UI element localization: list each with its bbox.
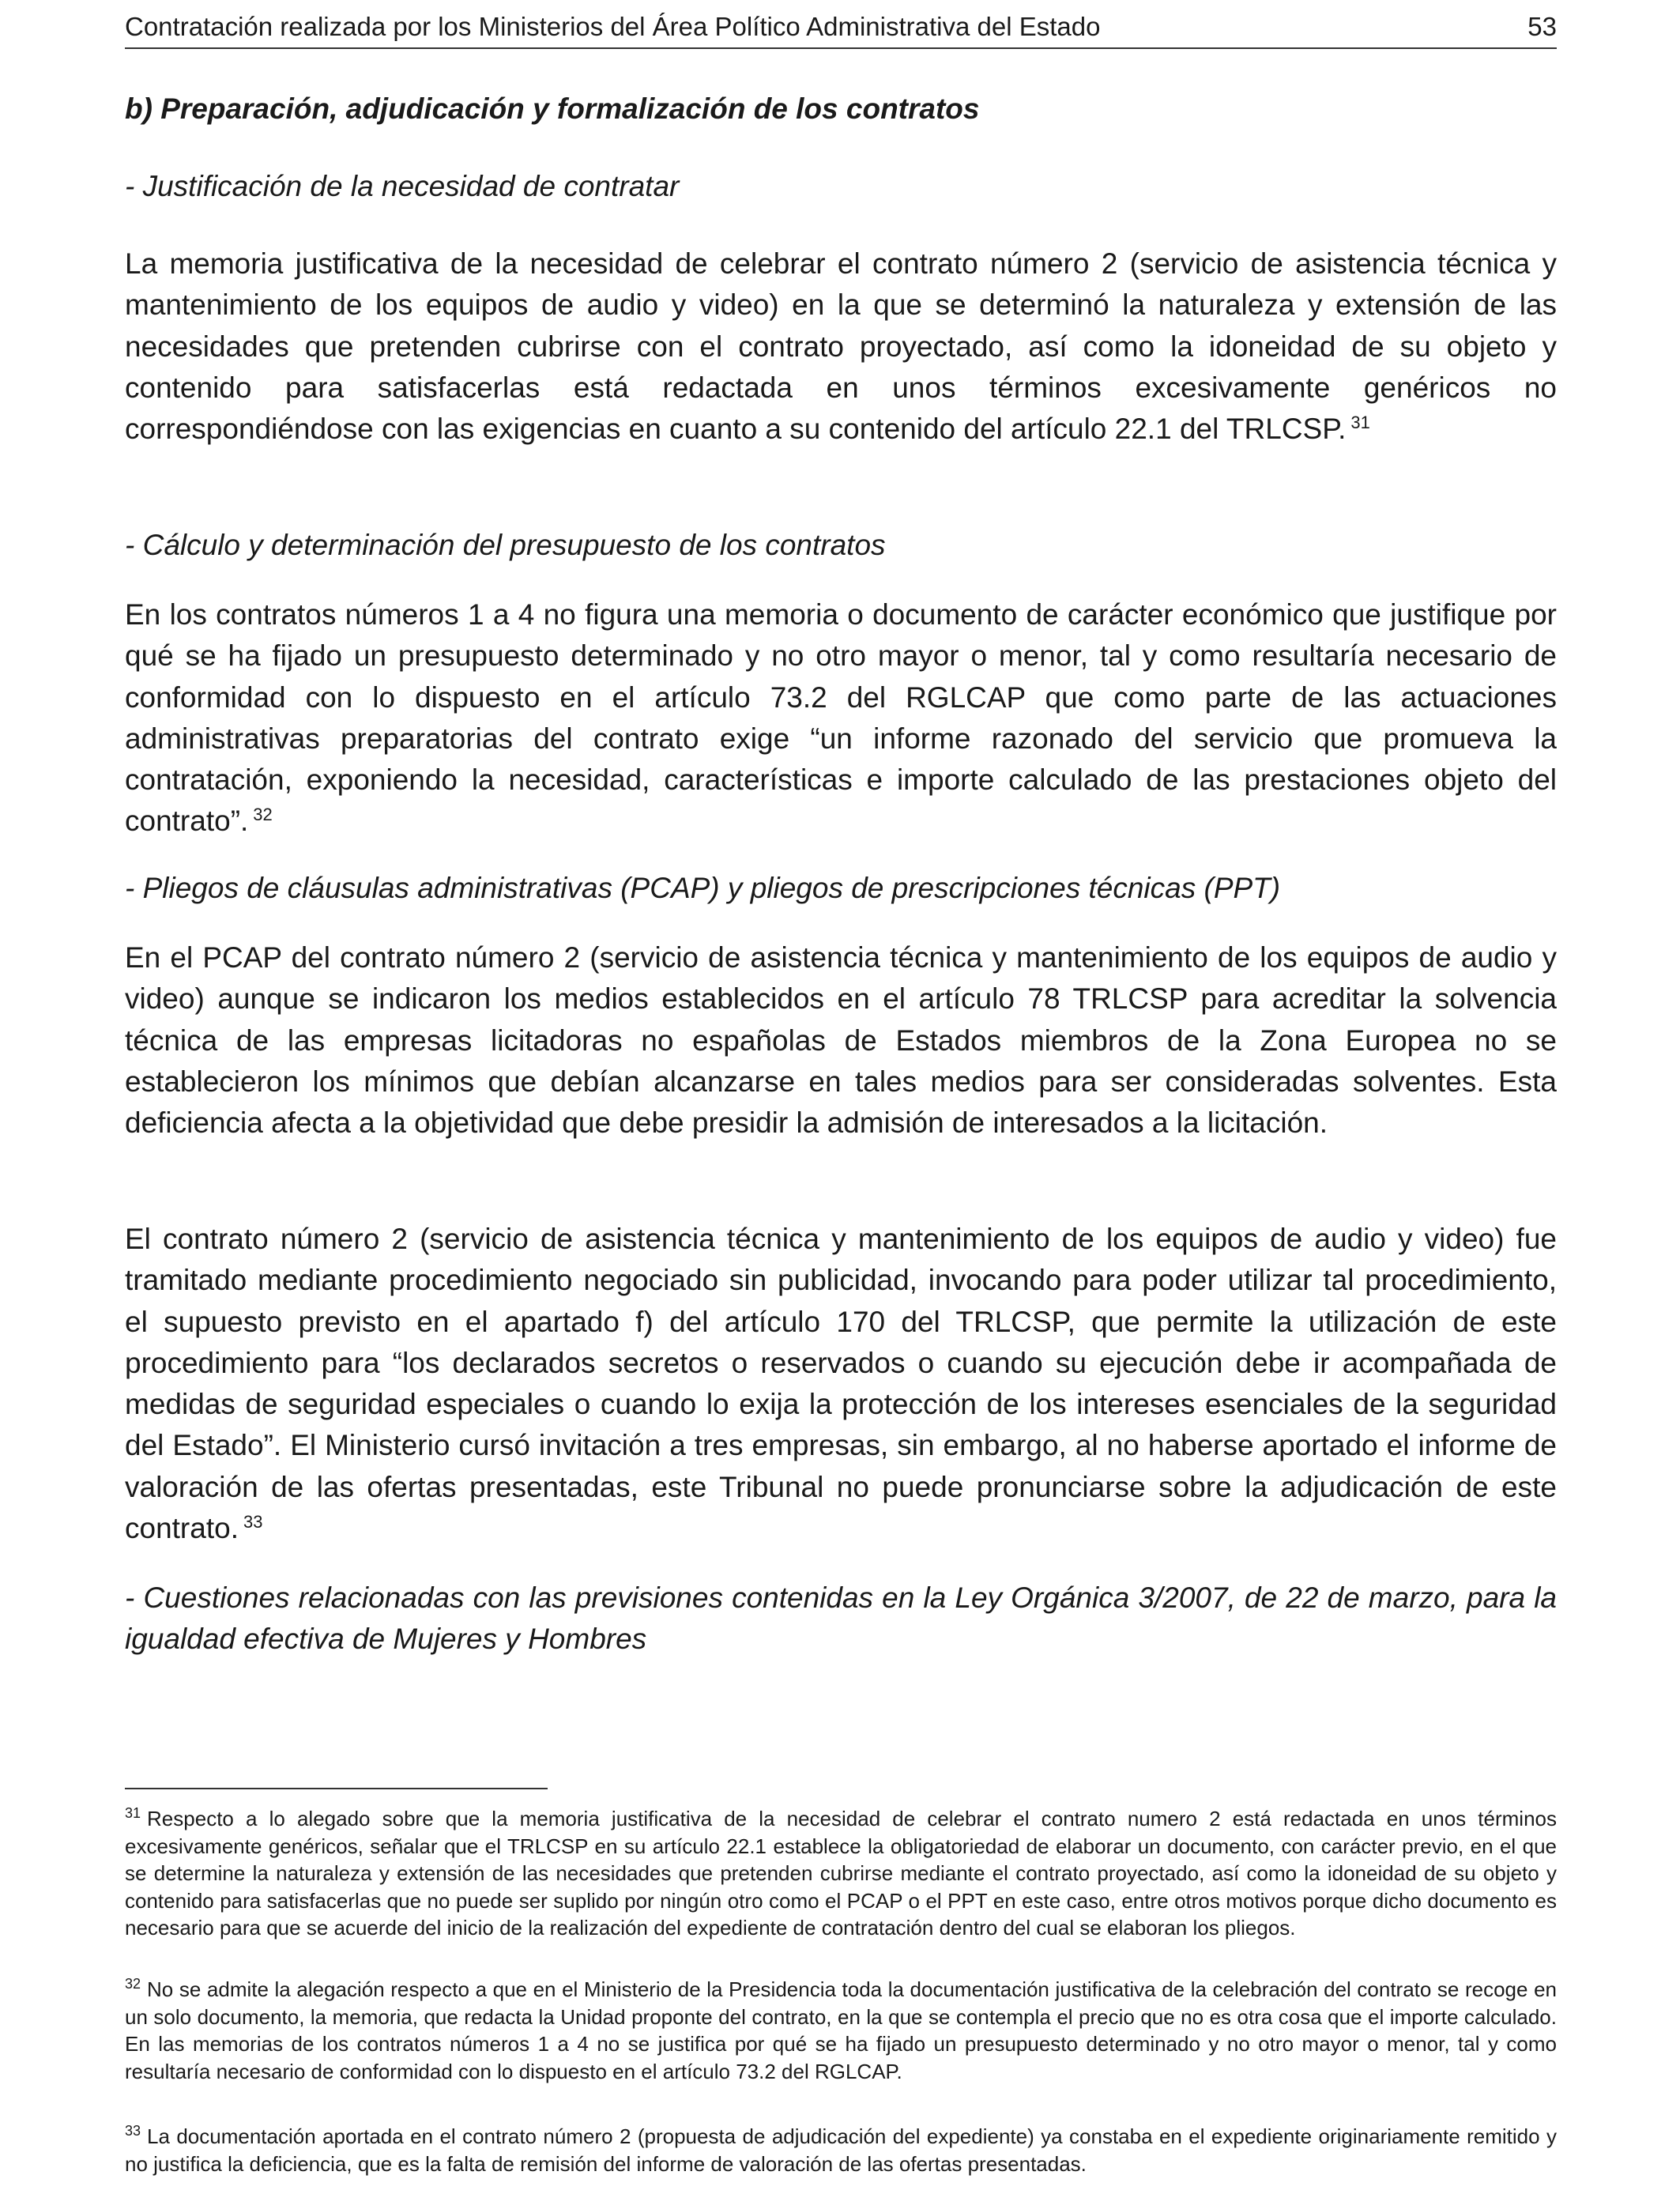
footnote-ref-32: 32 (253, 805, 273, 825)
subsection-heading-igualdad: - Cuestiones relacionadas con las previsiones contenidas en la Ley Orgánica 3/2007, de 22 de marzo, para la igualdad efectiva de Mujeres y Hombres (125, 1581, 1557, 1656)
footnote-31 (125, 1805, 1557, 1942)
footnote-ref-33: 33 (243, 1511, 263, 1532)
footnote-number: 31 (125, 1805, 141, 1822)
paragraph-text: En los contratos números 1 a 4 no figura una memoria o documento de carácter económico que justifique por qué se ha fijado un presupuesto determinado y no otro mayor o menor, tal y como resultaría necesario de conformidad con lo dispuesto en el artículo 73.2 del RGLCAP que como parte de las actuaciones administrativas preparatorias del contrato exige “un informe razonado del servicio que promueva la contratación, exponiendo la necesidad, características e importe calculado de las prestaciones objeto del contrato”. (125, 598, 1557, 838)
header-title: Contratación realizada por los Ministerios del Área Político Administrativa del Estado (125, 12, 1101, 41)
paragraph-justificacion (125, 243, 1557, 450)
footnote-number: 33 (125, 2123, 141, 2139)
paragraph-pliegos-2 (125, 1219, 1557, 1549)
paragraph-text: La memoria justificativa de la necesidad de celebrar el contrato número 2 (servicio de asistencia técnica y mantenimiento de los equipos de audio y video) en la que se determinó la naturaleza y extensión de las necesidades que pretenden cubrirse con el contrato proyectado, así como la idoneidad de su objeto y contenido para satisfacerlas está redactada en unos términos excesivamente genéricos no correspondiéndose con las exigencias en cuanto a su contenido del artículo 22.1 del TRLCSP. (125, 247, 1557, 446)
footnote-separator (125, 1788, 548, 1789)
page-number: 53 (1527, 12, 1557, 41)
footnote-text: No se admite la alegación respecto a que en el Ministerio de la Presidencia toda la documentación justificativa de la celebración del contrato se recoge en un solo documento, la memoria, que redacta la Unidad proponte del contrato, en la que se contempla el precio que no es otra cosa que el importe calculado. En las memorias de los contratos números 1 a 4 no se justifica por qué se ha fijado un presupuesto determinado y no otro mayor o menor, tal y como resultaría necesario de conformidad con lo dispuesto en el artículo 73.2 del RGLCAP. (125, 1977, 1557, 2083)
footnote-33 (125, 2123, 1557, 2177)
running-header (125, 9, 1557, 49)
paragraph-calculo (125, 594, 1557, 843)
subsection-heading-calculo: - Cálculo y determinación del presupuesto de los contratos (125, 529, 886, 561)
footnote-ref-31: 31 (1350, 412, 1370, 432)
paragraph-pliegos-1: En el PCAP del contrato número 2 (servicio de asistencia técnica y mantenimiento de los equipos de audio y video) aunque se indicaron los medios establecidos en el artículo 78 TRLCSP para acreditar la solvencia técnica de las empresas licitadoras no españolas de Estados miembros de la Zona Europea no se establecieron los mínimos que debían alcanzarse en tales medios para ser consideradas solventes. Esta deficiencia afecta a la objetividad que debe presidir la admisión de interesados a la licitación. (125, 941, 1557, 1140)
subsection-heading-justificacion: - Justificación de la necesidad de contratar (125, 170, 680, 202)
footnote-32 (125, 1976, 1557, 2085)
footnote-text: La documentación aportada en el contrato número 2 (propuesta de adjudicación del expediente) ya constaba en el expediente originariamente remitido y no justifica la deficiencia, que es la falta de remisión del informe de valoración de las ofertas presentadas. (125, 2124, 1557, 2176)
section-title: b) Preparación, adjudicación y formalización de los contratos (125, 92, 980, 125)
subsection-heading-pliegos: - Pliegos de cláusulas administrativas (PCAP) y pliegos de prescripciones técnicas (PPT) (125, 872, 1281, 904)
footnote-text: Respecto a lo alegado sobre que la memoria justificativa de la necesidad de celebrar el contrato numero 2 está redactada en unos términos excesivamente genéricos, señalar que el TRLCSP en su artículo 22.1 establece la obligatoriedad de elaborar un documento, con carácter previo, en el que se determine la naturaleza y extensión de las necesidades que pretenden cubrirse mediante el contrato proyectado, así como la idoneidad de su objeto y contenido para satisfacerlas que no puede ser suplido por ningún otro como el PCAP o el PPT en este caso, entre otros motivos porque dicho documento es necesario para que se acuerde del inicio de la realización del expediente de contratación dentro del cual se elaboran los pliegos. (125, 1807, 1557, 1940)
paragraph-text: El contrato número 2 (servicio de asistencia técnica y mantenimiento de los equipos de audio y video) fue tramitado mediante procedimiento negociado sin publicidad, invocando para poder utilizar tal procedimiento, el supuesto previsto en el apartado f) del artículo 170 del TRLCSP, que permite la utilización de este procedimiento para “los declarados secretos o reservados o cuando su ejecución debe ir acompañada de medidas de seguridad especiales o cuando lo exija la protección de los intereses esenciales de la seguridad del Estado”. El Ministerio cursó invitación a tres empresas, sin embargo, al no haberse aportado el informe de valoración de las ofertas presentadas, este Tribunal no puede pronunciarse sobre la adjudicación de este contrato. (125, 1223, 1557, 1545)
footnote-number: 32 (125, 1976, 141, 1992)
